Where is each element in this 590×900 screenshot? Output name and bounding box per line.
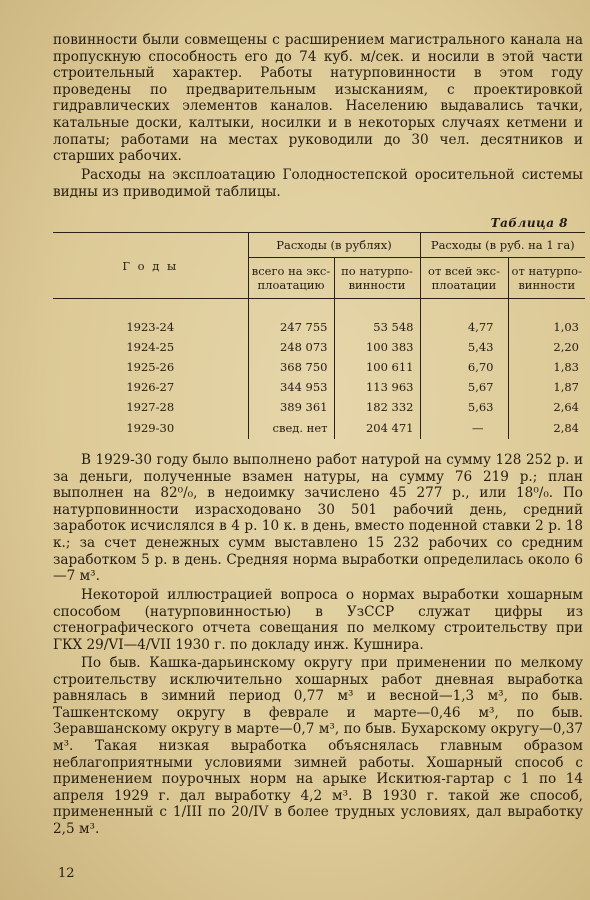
cell-total: свед. нет <box>248 417 334 439</box>
cell-year: 1924-25 <box>126 340 175 354</box>
table-8 <box>53 232 585 439</box>
table-row <box>53 337 585 357</box>
cell-natur: 100 611 <box>334 357 420 377</box>
paragraph-5: По быв. Кашка-дарьинскому округу при применении по мелкому строительству исключительно хошарных работ дневная выработка равнялась в зимний период 0,77 м³ и весной—1,3 м³, по быв. Ташкентскому округу в феврале и марте—0,46 м³, по быв. Зеравшанскому округу в марте—0,7 м³, по быв. Бухарскому округу—0,37 м³. Такая низкая выработка объяснялась главным образом неблагоприятными условиями зимней работы. Хошарный способ с применением поурочных норм на арыке Искитюя-гартар с 1 по 14 апреля 1929 г. дал выработку 4,2 м³. В 1930 г. такой же способ, примененный с 1/III по 20/IV в более трудных условиях, дал выработку 2,5 м³. <box>53 655 583 837</box>
cell-natur: 100 383 <box>334 337 420 357</box>
cell-per-ha-natur: 2,84 <box>508 417 585 439</box>
cell-year: 1927-28 <box>126 400 175 414</box>
cell-total: 368 750 <box>248 357 334 377</box>
page-number: 12 <box>58 866 75 881</box>
paragraph-4: Некоторой иллюстрацией вопроса о нормах выработки хошарным способом (натурповинностью) в УзССР служат цифры из стенографического отчета совещания по мелкому строительству при ГКХ 29/VI—4/VII 1930 г. по докладу инж. Кушнира. <box>53 587 583 653</box>
table-row <box>53 377 585 397</box>
cell-per-ha-natur: 2,20 <box>508 337 585 357</box>
cell-per-ha-natur: 1,87 <box>508 377 585 397</box>
cell-per-ha-total: 5,67 <box>420 377 508 397</box>
cell-year: 1929-30 <box>126 421 175 435</box>
table-row <box>53 357 585 377</box>
cell-per-ha-natur: 1,83 <box>508 357 585 377</box>
table-row <box>53 317 585 337</box>
cell-total: 247 755 <box>248 317 334 337</box>
header-years: Г о д ы <box>53 233 248 299</box>
table-row <box>53 417 585 439</box>
header-per-ha-natur: от натурпо-винности <box>508 258 585 299</box>
cell-natur: 182 332 <box>334 397 420 417</box>
header-per-ha-total: от всей экс-плоатации <box>420 258 508 299</box>
cell-year: 1926-27 <box>126 380 175 394</box>
cell-total: 389 361 <box>248 397 334 417</box>
cell-natur: 204 471 <box>334 417 420 439</box>
paragraph-3: В 1929-30 году было выполнено работ натурой на сумму 128 252 р. и за деньги, полученные взамен натуры, на сумму 76 219 р.; план выполнен на 82⁰/₀, в недоимку зачислено 45 277 р., или 18⁰/₀. По натурповинности израсходовано 30 501 рабочий день, средний заработок исчислялся в 4 р. 10 к. в день, вместо поденной ставки 2 р. 18 к.; за счет денежных сумм выставлено 15 232 рабочих со средним заработком 5 р. в день. Средняя норма выработки определилась около 6—7 м³. <box>53 452 583 585</box>
paragraph-1: повинности были совмещены с расширением магистрального канала на пропускную способность его до 74 куб. м/сек. и носили в этой части строительный характер. Работы натурповинности в этом году проведены по предварительным изысканиям, с проектировкой гидравлических элементов каналов. Населению выдавались тачки, катальные доски, калтыки, носилки и в некоторых случаях кетмени и лопаты; работами на местах руководили до 30 чел. десятников и старших рабочих. <box>53 32 583 165</box>
cell-per-ha-total: 4,77 <box>420 317 508 337</box>
cell-per-ha-natur: 2,64 <box>508 397 585 417</box>
cell-total: 344 953 <box>248 377 334 397</box>
cell-natur: 53 548 <box>334 317 420 337</box>
cell-year: 1923-24 <box>126 320 175 334</box>
header-total-exploitation: всего на экс-плоатацию <box>248 258 334 299</box>
table-row <box>53 397 585 417</box>
cell-per-ha-total: 5,43 <box>420 337 508 357</box>
header-natur: по натурпо-винности <box>334 258 420 299</box>
cell-natur: 113 963 <box>334 377 420 397</box>
cell-per-ha-total: — <box>420 417 508 439</box>
cell-per-ha-total: 5,63 <box>420 397 508 417</box>
cell-year: 1925-26 <box>126 360 175 374</box>
cell-per-ha-natur: 1,03 <box>508 317 585 337</box>
cell-total: 248 073 <box>248 337 334 357</box>
table-caption: Таблица 8 <box>490 216 568 230</box>
paragraph-2: Расходы на эксплоатацию Голодностепской оросительной системы видны из приводимой таблицы. <box>53 167 583 200</box>
header-group-per-ha: Расходы (в руб. на 1 га) <box>420 233 585 258</box>
header-group-rubles: Расходы (в рублях) <box>248 233 420 258</box>
cell-per-ha-total: 6,70 <box>420 357 508 377</box>
